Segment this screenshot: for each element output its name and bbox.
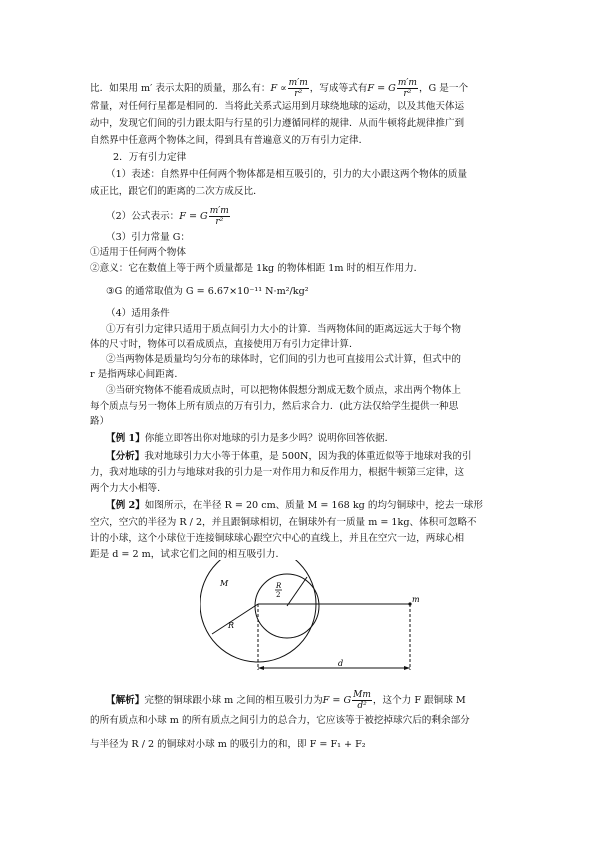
label-m: m — [412, 595, 420, 604]
text-line: 距是 d = 2 m，试求它们之间的相互吸引力． — [90, 549, 286, 560]
text-line: （1）表述：自然界中任何两个物体都是相互吸引的，引力的大小跟这两个物体的质量 — [106, 169, 468, 180]
text-line: ①万有引力定律只适用于质点间引力大小的计算．当两物体间的距离远远大于每个物 — [106, 324, 461, 335]
label-M: M — [220, 579, 229, 588]
text-line: 力，我对地球的引力与地球对我的引力是一对作用力和反作用力，根据牛顿第三定律，这 — [90, 467, 465, 478]
text-line: ②意义：它在数值上等于两个质量都是 1kg 的物体相距 1m 时的相互作用力． — [90, 263, 424, 274]
fraction: $\frac{Mm}{\text{d²}}$ — [353, 690, 371, 711]
text-line: 自然界中任意两个物体之间，得到具有普遍意义的万有引力定律． — [90, 135, 369, 146]
text-line: 计的小球，这个小球位于连接铜球球心跟空穴中心的直线上，并且在空穴一边，两球心相 — [90, 533, 465, 544]
text-line: 每个质点与另一物体上所有质点的万有引力，然后求合力．(此方法仅给学生提供一种思 — [90, 401, 459, 412]
label-R-half-num: R — [276, 582, 282, 590]
text-line: 空穴，空穴的半径为 R / 2，并且跟铜球相切，在铜球外有一质量 m = 1kg、体积可忽略不 — [90, 517, 477, 528]
text-line: 动中，发现它们间的引力跟太阳与行星的引力遵循同样的规律．从而牛顿将此规律推广到 — [90, 118, 465, 129]
text-line: ②当两物体是质量均匀分布的球体时，它们间的引力也可直接用公式计算，但式中的 — [106, 354, 461, 365]
text-line: 常量，对任何行星都是相同的．当将此关系式运用到月球绕地球的运动，以及其他天体运 — [90, 101, 465, 112]
arrowhead-right — [404, 666, 410, 670]
label-R-half-den: 2 — [276, 591, 281, 599]
text-line: 路） — [90, 416, 110, 427]
sphere-cavity-diagram — [200, 560, 430, 685]
text-line: （4）适用条件 — [106, 308, 170, 319]
text-line: 两个力大小相等． — [90, 483, 167, 494]
text-line: ①适用于任何两个物体 — [90, 247, 186, 258]
label-R: R — [228, 621, 235, 630]
text-line: 比．如果用 m′ 表示太阳的质量，那么有：F ∝ $\frac{m'm}{\text{r²}}$ ，写成等式有F = G $\frac{m'm}{\text{r²}}$ ，G 是一个 — [90, 78, 469, 99]
text-line: ③当研究物体不能看成质点时，可以把物体假想分割成无数个质点，求出两个物体上 — [106, 385, 461, 396]
text-line: 与半径为 R / 2 的铜球对小球 m 的吸引力的和，即 F = F₁ + F₂ — [90, 739, 366, 750]
radius-half-line — [287, 577, 307, 606]
section-heading: 2．万有引力定律 — [113, 152, 187, 163]
text-line: r 是指两球心间距离． — [90, 369, 184, 380]
fraction: $\frac{m'm}{\text{r²}}$ — [397, 78, 417, 99]
text-line: （3）引力常量 G： — [106, 232, 190, 243]
arrowhead-left — [258, 666, 264, 670]
fraction: $\frac{m'm}{\text{r²}}$ — [288, 78, 308, 99]
radius-R-line — [212, 604, 258, 634]
example-line: 【例 1】你能立即答出你对地球的引力是多少吗？说明你回答依据． — [106, 433, 395, 444]
label-d: d — [338, 659, 344, 668]
text-line: ③G 的通常取值为 G = 6.67×10⁻¹¹ N·m²/kg² — [106, 286, 309, 297]
example-line: 【例 2】如图所示，在半径 R = 20 cm、质量 M = 168 kg 的均匀铜球中，挖去一球形 — [106, 500, 483, 511]
formula-line: （2）公式表示：F = G $\frac{m'm}{\text{r²}}$ — [106, 206, 229, 227]
fraction: $\frac{m'm}{\text{r²}}$ — [209, 206, 229, 227]
solution-line: 【解析】完整的铜球跟小球 m 之间的相互吸引力为F = G $\frac{Mm}{\text{d²}}$ ，这个力 F 跟铜球 M — [106, 690, 466, 711]
text-line: 体的尺寸时，物体可以看成质点，直接使用万有引力定律计算． — [90, 339, 359, 350]
text-line: 的所有质点和小球 m 的所有质点之间引力的总合力，它应该等于被挖掉球穴后的剩余部分 — [90, 715, 470, 726]
analysis-line: 【分析】我对地球引力大小等于体重，是 500N，因为我的体重近似等于地球对我的引 — [106, 451, 472, 462]
text-line: 成正比，跟它们的距离的二次方成反比． — [90, 186, 263, 197]
